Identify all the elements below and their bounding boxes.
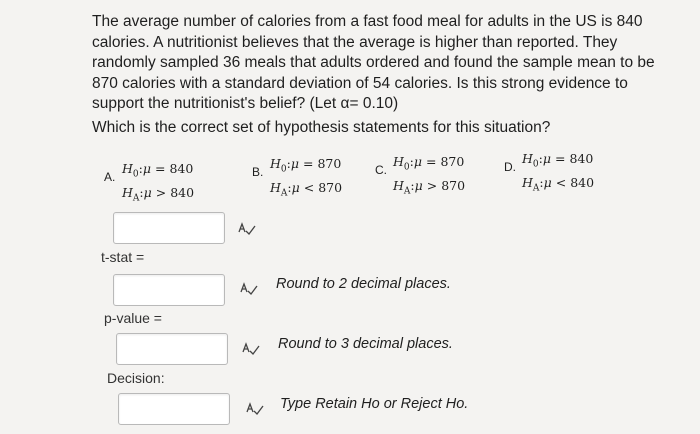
decision-label: Decision:: [107, 370, 165, 386]
spellcheck-icon[interactable]: [240, 282, 258, 296]
pvalue-label: p-value =: [104, 310, 162, 326]
spellcheck-icon[interactable]: [238, 222, 256, 236]
hypothesis-answer-box[interactable]: [113, 212, 225, 244]
tstat-hint: Round to 2 decimal places.: [276, 276, 451, 292]
pvalue-hint: Round to 3 decimal places.: [278, 336, 453, 352]
alternative-hypothesis: $H_A:\mu > 840$: [122, 184, 195, 203]
alternative-hypothesis: $H_A:\mu < 840$: [522, 174, 595, 193]
option-letter: C.: [375, 163, 387, 177]
spellcheck-icon[interactable]: [242, 342, 260, 356]
null-hypothesis: $H_0:\mu = 870$: [270, 156, 342, 175]
option-letter: A.: [104, 170, 116, 184]
option-letter: B.: [252, 165, 264, 179]
question-prompt: Which is the correct set of hypothesis statements for this situation?: [92, 119, 551, 136]
tstat-input[interactable]: [113, 274, 225, 306]
option-letter: D.: [504, 160, 516, 174]
tstat-label: t-stat =: [101, 249, 145, 265]
null-hypothesis: $H_0:\mu = 840$: [522, 151, 594, 170]
hypothesis-pair: [122, 160, 194, 207]
pvalue-input[interactable]: [116, 333, 228, 365]
hypothesis-pair: [270, 155, 342, 202]
decision-input[interactable]: [118, 393, 230, 425]
spellcheck-icon[interactable]: [246, 402, 264, 416]
hypothesis-pair: [393, 153, 465, 200]
null-hypothesis: $H_0:\mu = 840$: [122, 161, 194, 180]
alternative-hypothesis: $H_A:\mu > 870$: [393, 177, 466, 196]
hypothesis-pair: [522, 150, 594, 197]
decision-hint: Type Retain Ho or Reject Ho.: [280, 396, 469, 412]
alternative-hypothesis: $H_A:\mu < 870$: [270, 179, 343, 198]
null-hypothesis: $H_0:\mu = 870$: [393, 154, 465, 173]
question-text: The average number of calories from a fast food meal for adults in the US is 840 calories. A nutritionist believes that the average is higher than reported. They randomly sampled 36 meals that adults ordered and found the sample mean to be 870 calories with a standard deviation of 54 calories. Is this strong evidence to support the nutritionist's belief? (Let α= 0.10): [92, 13, 655, 112]
